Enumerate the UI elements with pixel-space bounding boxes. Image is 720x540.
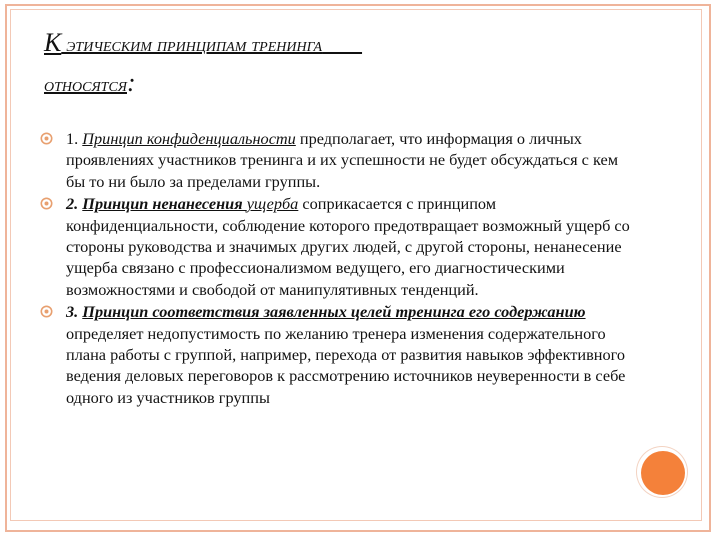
item-name-italic: ущерба [246, 194, 299, 214]
list-item [40, 301, 630, 408]
item-name: Принцип конфиденциальности [82, 129, 296, 148]
slide-title [44, 24, 604, 104]
orange-circle-bullet-icon [40, 305, 53, 318]
title-line-1-text: этическим принципам тренинга [61, 34, 323, 56]
title-line-2-text: относятся [44, 74, 127, 96]
item-text: определяет недопустимость по желанию тренера изменения содержательного плана работы с группой, например, перехода от развития навыков эффективного ведения деловых переговоров к рассмотрению источников неуверенности в себе одного из участников группы [66, 323, 626, 407]
list-item [40, 193, 630, 300]
orange-circle-bullet-icon [40, 197, 53, 210]
orange-circle-decor [641, 451, 685, 495]
item-number: 2. [66, 194, 83, 214]
list-item [40, 128, 630, 192]
item-name-bold: Принцип ненанесения [82, 194, 247, 214]
title-line-1 [44, 24, 604, 64]
title-first-letter: К [44, 28, 62, 57]
item-text: предполагает, что информация о личных проявлениях участников тренинга и их успешности не будет обсуждаться с кем бы то ни было за пределами группы. [66, 129, 618, 191]
item-text: соприкасается с принципом конфиденциальности, соблюдение которого предотвращает возможный ущерб со стороны руководства и значимых других людей, с другой стороны, ненанесение ущерба связано с профессионализмом ведущего, его диагностическими возможностями и свободой от манипулятивных тенденций. [66, 194, 630, 299]
item-number: 3. [66, 302, 83, 322]
principles-list [40, 128, 630, 409]
orange-circle-bullet-icon [40, 132, 53, 145]
item-name: Принцип соответствия заявленных целей тренинга его содержанию [82, 302, 586, 322]
title-colon: : [126, 68, 136, 97]
title-line-2 [44, 64, 604, 104]
item-number: 1. [66, 129, 83, 148]
